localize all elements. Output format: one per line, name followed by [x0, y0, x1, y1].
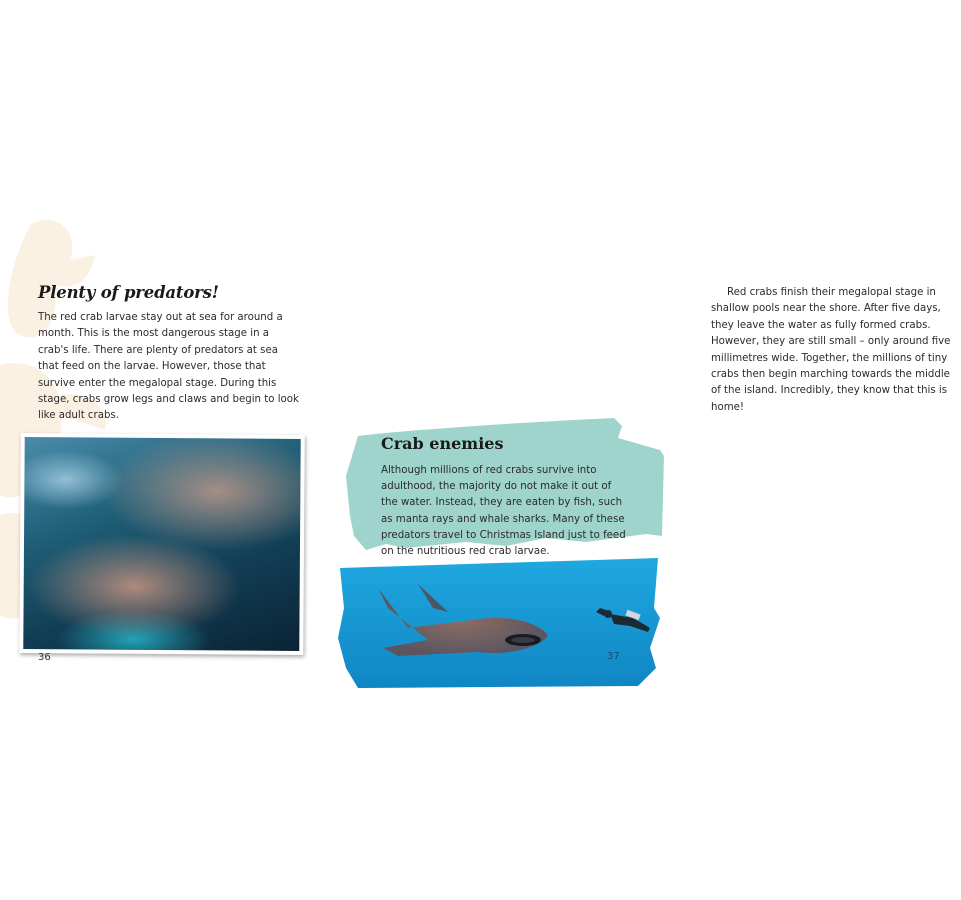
body-paragraph: The red crab larvae stay out at sea for around a month. This is the most dangerous stage in a crab's life. There are plenty of predators at sea that feed on the larvae. However, those that survive enter the megalopal stage. During this stage, crabs grow legs and claws and begin to look like adult crabs.: [38, 312, 299, 422]
page-number: 36: [38, 652, 51, 663]
page-number: 37: [607, 651, 620, 662]
body-paragraph: Red crabs finish their megalopal stage in shallow pools near the shore. After five days, they leave the water as fully formed crabs. However, they are still small – only around five millimetres wide. Together, the millions of tiny crabs then begin marching towards the middle of the island. Incredibly, they know that this is home!: [711, 287, 951, 413]
section-heading: Plenty of predators!: [38, 283, 219, 302]
larvae-photo: [19, 433, 305, 655]
sidebar-paragraph: Although millions of red crabs survive into adulthood, the majority do not make it out of the water. Instead, they are eaten by fish, such as manta rays and whale sharks. Many of these predators travel to Christmas Island just to feed on the nutritious red crab larvae.: [381, 465, 626, 558]
whale-shark-photo: [338, 548, 660, 688]
left-page: [0, 0, 330, 900]
larvae-photo-image: [23, 437, 300, 651]
sidebar-heading: Crab enemies: [381, 434, 504, 453]
